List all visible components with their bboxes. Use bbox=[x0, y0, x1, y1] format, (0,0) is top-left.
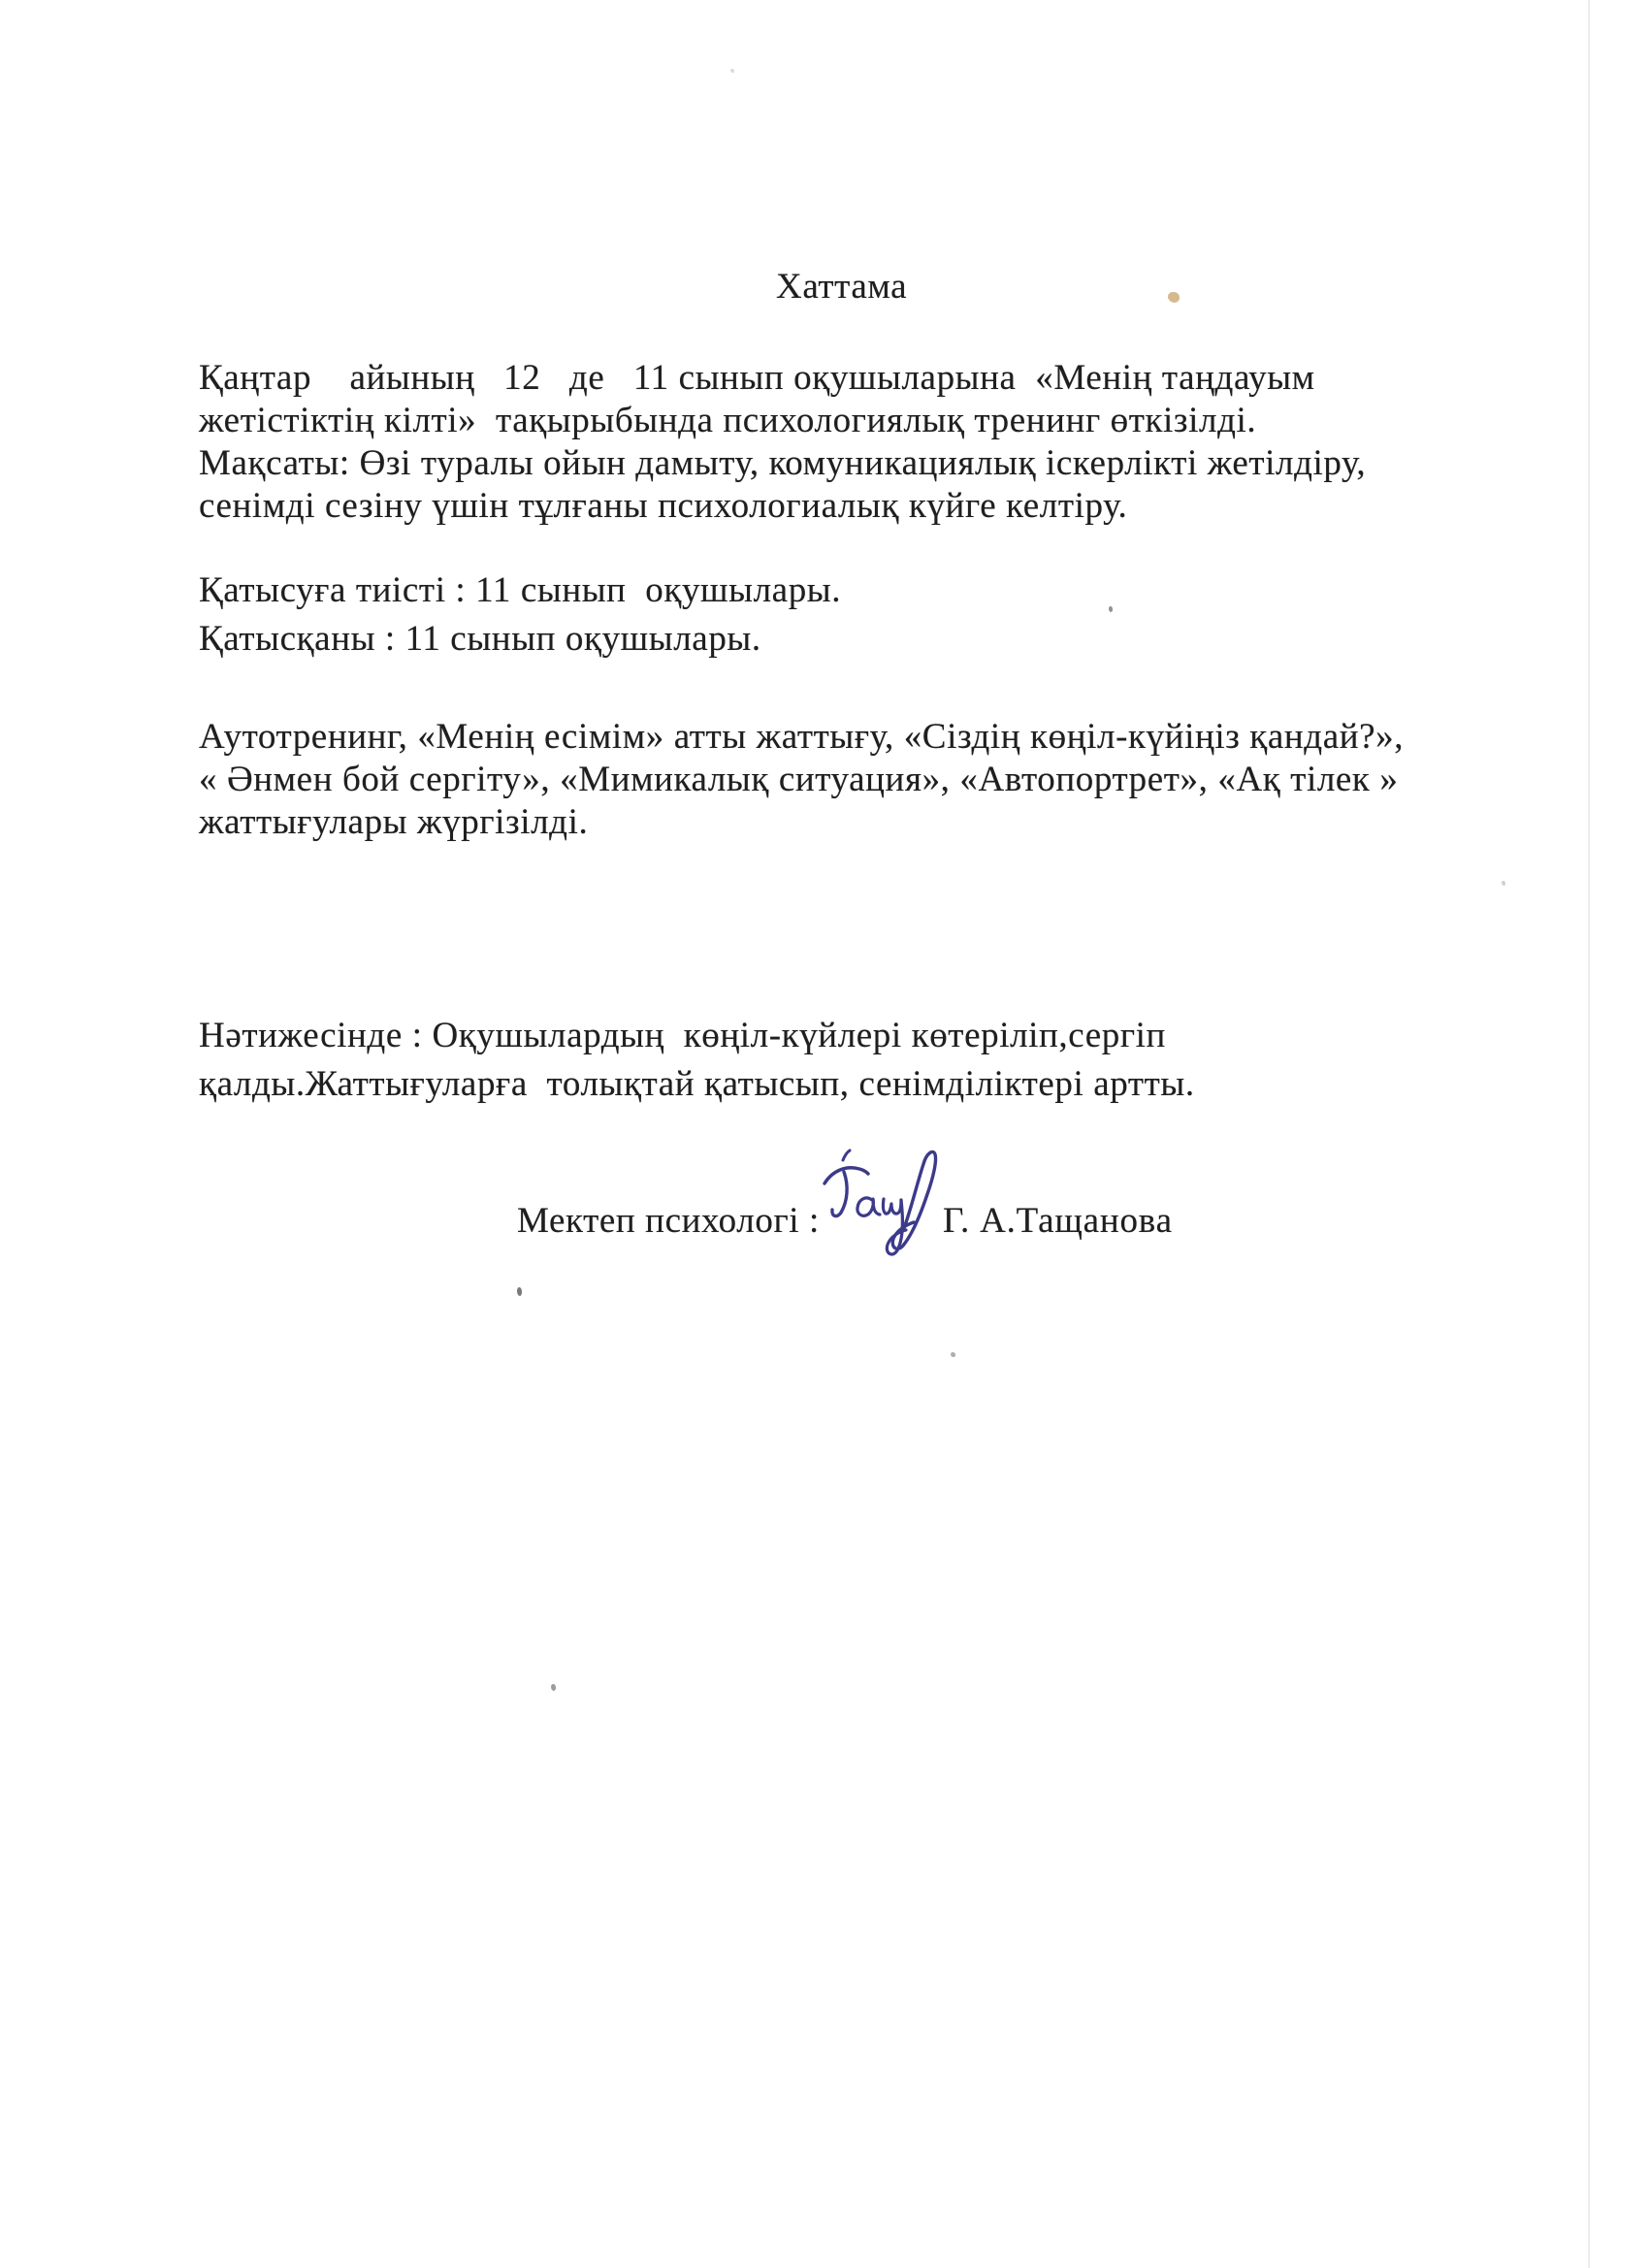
paragraph-participants bbox=[199, 567, 841, 664]
scan-speck bbox=[1109, 606, 1113, 612]
text-line: қалды.Жаттығуларға толықтай қатысып, сенімділіктері артты. bbox=[199, 1064, 1195, 1104]
scan-speck bbox=[730, 69, 734, 73]
text-line: жаттығулары жүргізілді. bbox=[199, 802, 589, 842]
scan-edge-line bbox=[1588, 0, 1590, 2268]
text-line: Нәтижесінде : Оқушылардың көңіл-күйлері көтеріліп,сергіп bbox=[199, 1016, 1166, 1055]
paragraph-activities bbox=[199, 716, 1404, 844]
signature-role-label: Мектеп психологі : bbox=[517, 1201, 820, 1241]
scan-speck bbox=[1168, 292, 1180, 303]
scan-speck bbox=[1502, 881, 1505, 886]
signatory-name: Г. А.Тащанова bbox=[943, 1201, 1173, 1241]
paragraph-intro bbox=[199, 357, 1366, 528]
scan-speck bbox=[551, 1684, 556, 1691]
text-line: Қаңтар айының 12 де 11 сынып оқушыларына «Менің таңдауым bbox=[199, 358, 1315, 398]
scan-speck bbox=[517, 1287, 522, 1296]
scan-speck bbox=[951, 1352, 955, 1357]
text-line: сенімді сезіну үшін тұлғаны психологиалық күйге келтіру. bbox=[199, 486, 1128, 526]
paragraph-result bbox=[199, 1012, 1195, 1109]
text-line: « Әнмен бой сергіту», «Мимикалық ситуация», «Автопортрет», «Ақ тілек » bbox=[199, 760, 1399, 799]
handwritten-signature bbox=[817, 1145, 948, 1266]
document-title: Хаттама bbox=[776, 267, 908, 307]
text-line: Мақсаты: Өзі туралы ойын дамыту, комуникациялық іскерлікті жетілдіру, bbox=[199, 443, 1367, 483]
text-line: Қатысуға тиісті : 11 сынып оқушылары. bbox=[199, 570, 842, 610]
text-line: Қатысқаны : 11 сынып оқушылары. bbox=[199, 619, 761, 659]
text-line: жетістіктің кілті» тақырыбында психологиялық тренинг өткізілді. bbox=[199, 401, 1257, 440]
text-line: Аутотренинг, «Менің есімім» атты жаттығу, «Сіздің көңіл-күйіңіз қандай?», bbox=[199, 717, 1405, 757]
